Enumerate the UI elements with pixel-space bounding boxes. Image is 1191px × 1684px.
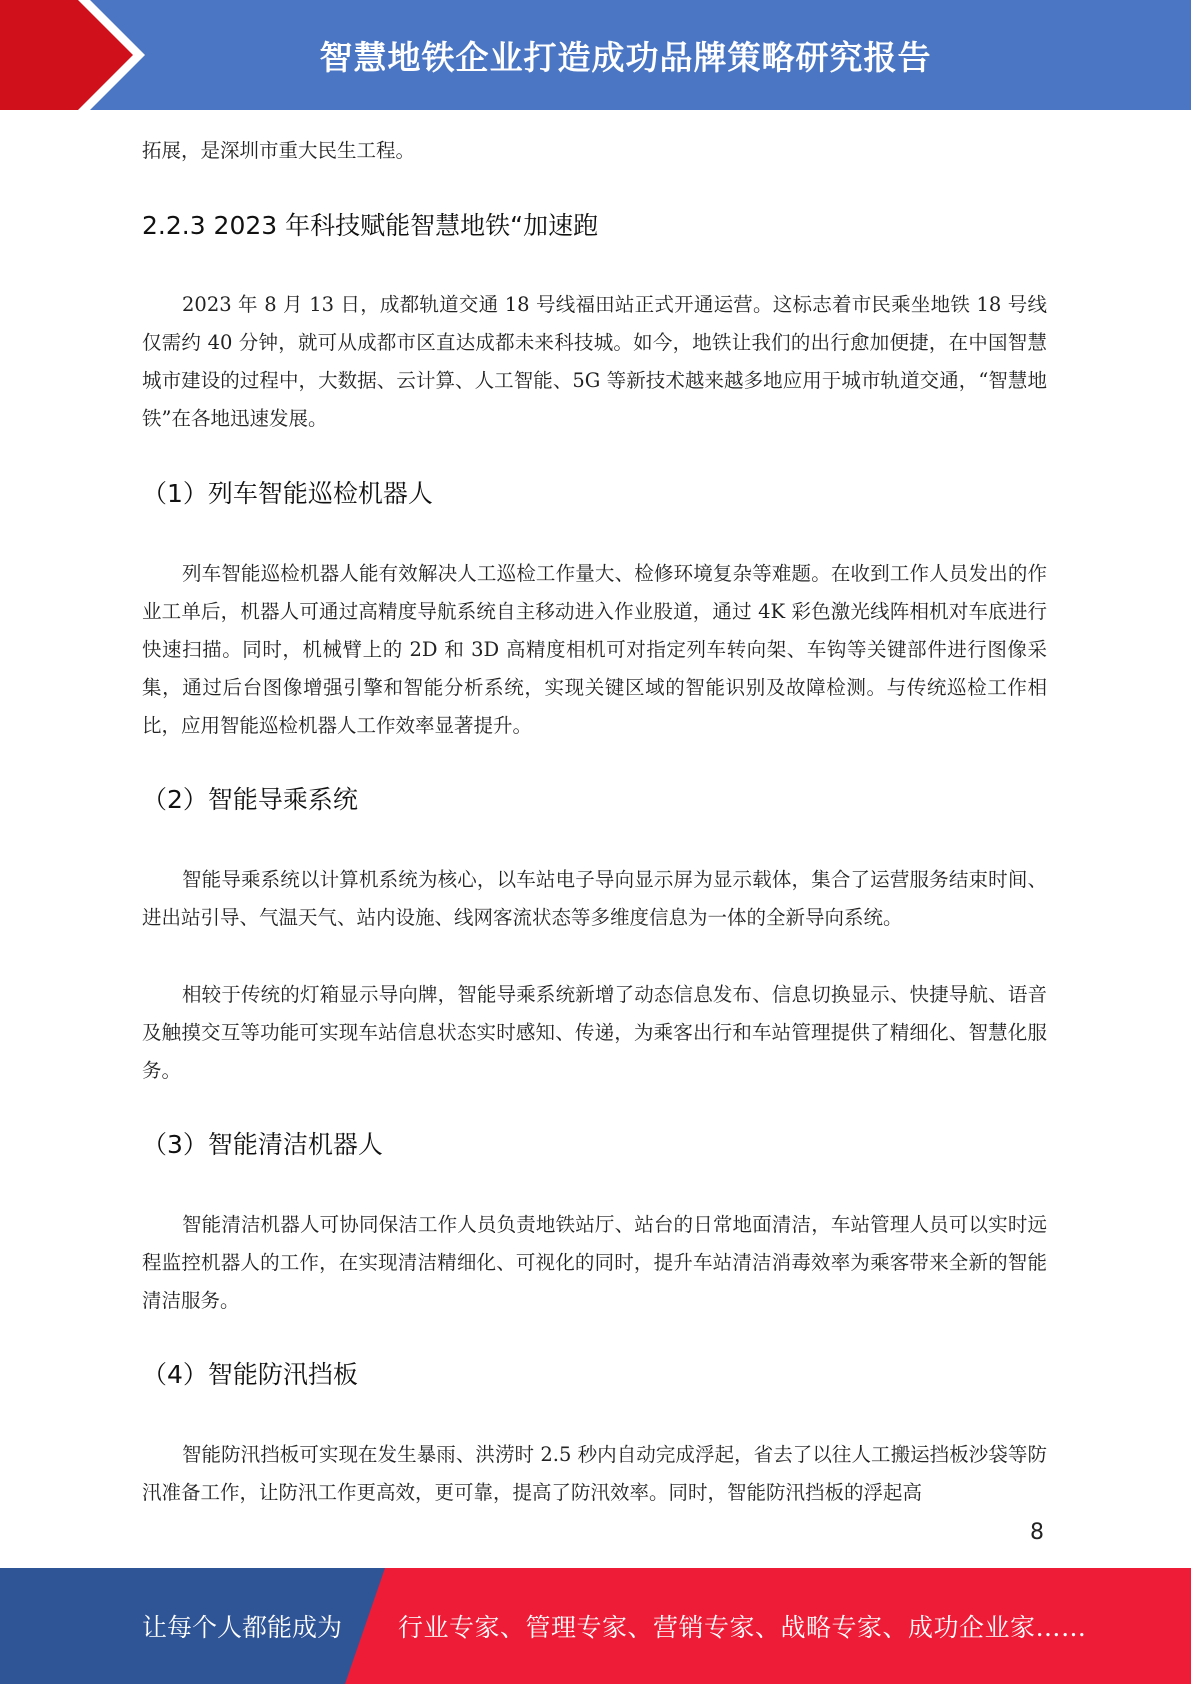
section-paragraph: 2023 年 8 月 13 日，成都轨道交通 18 号线福田站正式开通运营。这标志着市民乘坐地铁 18 号线仅需约 40 分钟，就可从成都市区直达成都未来科技城。如今，地铁让我们的出行愈加便捷，在中国智慧城市建设的过程中，大数据、云计算、人工智能、5G 等新技术越来越多地应用于城市轨道交通，“智慧地铁”在各地迅速发展。 — [142, 293, 1047, 430]
subsection-paragraph-1: 列车智能巡检机器人能有效解决人工巡检工作量大、检修环境复杂等难题。在收到工作人员发出的作业工单后，机器人可通过高精度导航系统自主移动进入作业股道，通过 4K 彩色激光线阵相机对车底进行快速扫描。同时，机械臂上的 2D 和 3D 高精度相机可对指定列车转向架、车钩等关键部件进行图像采集，通过后台图像增强引擎和智能分析系统，实现关键区域的智能识别及故障检测。与传统巡检工作相比，应用智能巡检机器人工作效率显著提升。 — [142, 562, 1047, 737]
subsection-paragraph-3: 智能清洁机器人可协同保洁工作人员负责地铁站厅、站台的日常地面清洁，车站管理人员可以实时远程监控机器人的工作，在实现清洁精细化、可视化的同时，提升车站清洁消毒效率为乘客带来全新的智能清洁服务。 — [142, 1213, 1047, 1312]
subsection-heading-4: （4）智能防汛挡板 — [142, 1360, 358, 1389]
footer-banner — [0, 1568, 1191, 1684]
subsection-paragraph-2b: 相较于传统的灯箱显示导向牌，智能导乘系统新增了动态信息发布、信息切换显示、快捷导航、语音及触摸交互等功能可实现车站信息状态实时感知、传递，为乘客出行和车站管理提供了精细化、智慧化服务。 — [142, 983, 1047, 1082]
header-banner — [0, 0, 1191, 110]
footer-slogan-left: 让每个人都能成为 — [142, 1613, 343, 1642]
section-heading: 2.2.3 2023 年科技赋能智慧地铁“加速跑 — [142, 211, 599, 240]
report-title: 智慧地铁企业打造成功品牌策略研究报告 — [319, 37, 932, 77]
footer-slogan-right: 行业专家、管理专家、营销专家、战略专家、成功企业家…… — [398, 1613, 1087, 1642]
intro-paragraph: 拓展，是深圳市重大民生工程。 — [142, 139, 416, 162]
page-number: 8 — [1030, 1520, 1044, 1545]
subsection-paragraph-4: 智能防汛挡板可实现在发生暴雨、洪涝时 2.5 秒内自动完成浮起，省去了以往人工搬运挡板沙袋等防汛准备工作，让防汛工作更高效，更可靠，提高了防汛效率。同时，智能防汛挡板的浮起高 — [142, 1443, 1047, 1504]
subsection-paragraph-2a: 智能导乘系统以计算机系统为核心，以车站电子导向显示屏为显示载体，集合了运营服务结束时间、进出站引导、气温天气、站内设施、线网客流状态等多维度信息为一体的全新导向系统。 — [142, 868, 1047, 929]
subsection-heading-2: （2）智能导乘系统 — [142, 785, 358, 814]
subsection-heading-1: （1）列车智能巡检机器人 — [142, 479, 433, 508]
subsection-heading-3: （3）智能清洁机器人 — [142, 1130, 383, 1159]
